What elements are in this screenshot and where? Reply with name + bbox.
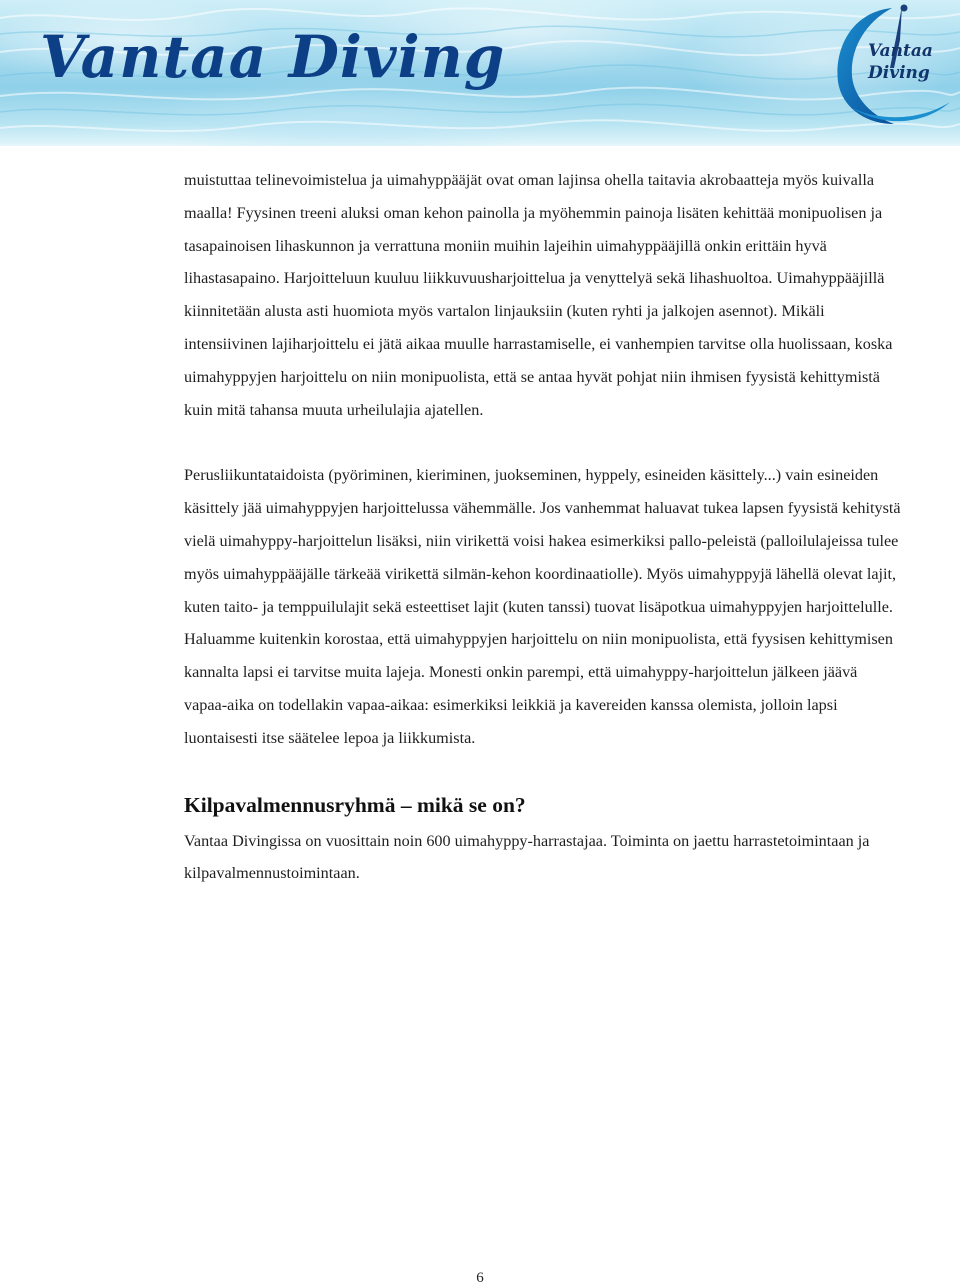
paragraph-motor-skills: Perusliikuntataidoista (pyöriminen, kieriminen, juokseminen, hyppely, esineiden käsittely...) vain esineiden käsittely jää uimahyppyjen harjoittelussa vähemmälle. Jos vanhemmat haluavat tukea lapsen fyysistä kehitystä vielä uimahyppy-harjoittelun lisäksi, niin virikettä voisi hakea esimerkiksi pallo-peleistä (palloilulajeissa tulee myös uimahyppääjälle tärkeää virikettä silmän-kehon koordinaatiolle). Myös uimahyppyjä lähellä olevat lajit, kuten taito- ja temppuilulajit sekä esteettiset lajit (kuten tanssi) tuovat lisäpotkua uimahyppyjen harjoittelulle. Haluamme kuitenkin korostaa, että uimahyppyjen harjoittelu on niin monipuolista, että fyysisen kehittymisen kannalta lapsi ei tarvitse muita lajeja. Monesti onkin parempi, että uimahyppy-harjoittelun jälkeen jäävä vapaa-aika on todellakin vapaa-aikaa: esimerkiksi leikkiä ja kavereiden kanssa olemista, jolloin lapsi luontaisesti itse säätelee lepoa ja liikkumista. <box>184 466 901 747</box>
logo-text <box>868 40 933 84</box>
paragraph-training-overview: muistuttaa telinevoimistelua ja uimahyppääjät ovat oman lajinsa ohella taitavia akrobaatteja myös kuivalla maalla! Fyysinen treeni aluksi oman kehon painolla ja myöhemmin painoja lisäten kehittää monipuolisen ja tasapainoisen lihaskunnon ja verrattuna moniin muihin lajeihin uimahyppääjillä onkin erittäin hyvä lihastasapaino. Harjoitteluun kuuluu liikkuvuusharjoittelua ja venyttelyä sekä lihashuoltoa. Uimahyppääjillä kiinnitetään alusta asti huomiota myös vartalon linjauksiin (kuten ryhti ja jalkojen asennot). Mikäli intensiivinen lajiharjoittelu ei jätä aikaa muulle harrastamiselle, ei vanhempien tarvitse olla huolissaan, koska uimahyppyjen harjoittelu on niin monipuolista, että se antaa hyvät pohjat niin ihmisen fyysistä kehittymistä kuin mitä tahansa muuta urheilulajia ajatellen. <box>184 171 893 419</box>
page-header-banner <box>0 0 960 146</box>
brand-title: Vantaa Diving <box>40 23 506 91</box>
paragraph-spacer <box>184 426 904 459</box>
paragraph-club-intro: Vantaa Divingissa on vuosittain noin 600 uimahyppy-harrastajaa. Toiminta on jaettu harrastetoimintaan ja kilpavalmennustoimintaan. <box>184 831 870 883</box>
section-heading: Kilpavalmennusryhmä – mikä se on? <box>184 792 526 817</box>
page-number: 6 <box>476 1270 484 1286</box>
logo-text-line1: Vantaa <box>868 41 933 61</box>
document-body <box>184 164 904 890</box>
logo-text-line2: Diving <box>868 63 930 83</box>
